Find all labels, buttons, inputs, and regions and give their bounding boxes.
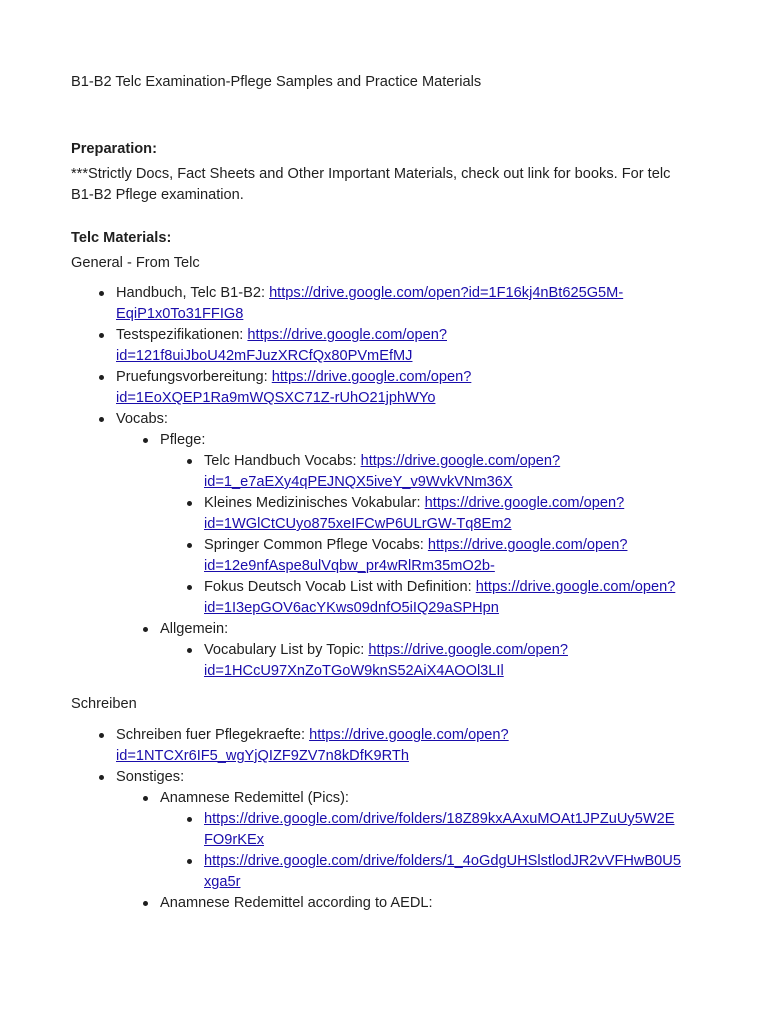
list-item-vocabs [71,409,711,430]
preparation-heading: Preparation: [71,141,157,157]
document-title: B1-B2 Telc Examination-Pflege Samples and Practice Materials [71,74,482,90]
schreiben-list [71,725,711,914]
list-item-label: Pruefungsvorbereitung: [116,369,272,385]
list-item-label: Kleines Medizinisches Vokabular: [204,495,425,511]
list-item [71,451,711,493]
list-item-label: Handbuch, Telc B1-B2: [116,285,270,301]
list-item [71,725,711,767]
preparation-text-line2: B1-B2 Pflege examination. [71,187,244,203]
list-item-label: Schreiben fuer Pflegekraefte: [116,727,310,743]
telc-materials-heading: Telc Materials: [71,230,172,246]
fokus-deutsch-vocab-link[interactable]: https://drive.google.com/open? id=1I3epGOV6acYKws09dnfO5iIQ29aSPHpn [204,579,676,616]
testspezifikationen-link[interactable]: https://drive.google.com/open? id=121f8uiJboU42mFJuzXRCfQx80PVmEfMJ [116,327,447,364]
telc-materials-list [71,283,711,682]
anamnese-pics-folder-link-2[interactable]: https://drive.google.com/drive/folders/1_4oGdgUHSlstlodJR2vVFHwB0U5 xga5r [204,853,681,890]
list-item [71,809,711,851]
list-item [71,577,711,619]
springer-pflege-vocabs-link[interactable]: https://drive.google.com/open? id=12e9nfAspe8ulVqbw_pr4wRlRm35mO2b- [204,537,628,574]
list-item [71,283,711,325]
list-item-anamnese-aedl: Anamnese Redemittel according to AEDL: [71,893,711,914]
kleines-medizinisches-vokabular-link[interactable]: https://drive.google.com/open? id=1WGlCtCUyo875xeIFCwP6ULrGW-Tq8Em2 [204,495,625,532]
list-item-pflege: Pflege: [71,430,711,451]
schreiben-fuer-pflegekraefte-link[interactable]: https://drive.google.com/open? id=1NTCXr6IF5_wgYjQIZF9ZV7n8kDfK9RTh [116,727,509,764]
list-item [71,640,711,682]
list-item-label: Vocabulary List by Topic: [204,642,369,658]
preparation-text-line1: ***Strictly Docs, Fact Sheets and Other Important Materials, check out link for books. For telc [71,166,671,182]
list-item [71,851,711,893]
list-item [71,325,711,367]
telc-handbuch-vocabs-link[interactable]: https://drive.google.com/open? id=1_e7aEXy4qPEJNQX5iveY_v9WvkVNm36X [204,453,561,490]
list-item-label: Telc Handbuch Vocabs: [204,453,361,469]
list-item-allgemein: Allgemein: [71,619,711,640]
list-item-anamnese-pics: Anamnese Redemittel (Pics): [71,788,711,809]
list-item-label: Testspezifikationen: [116,327,248,343]
pruefungsvorbereitung-link[interactable]: https://drive.google.com/open? id=1EoXQEP1Ra9mWQSXC71Z-rUhO21jphWYo [116,369,472,406]
schreiben-heading: Schreiben [71,696,137,712]
list-item-label: Vocabs: [116,411,168,427]
list-item-label: Springer Common Pflege Vocabs: [204,537,428,553]
list-item [71,493,711,535]
list-item [71,535,711,577]
anamnese-pics-folder-link-1[interactable]: https://drive.google.com/drive/folders/18Z89kxAAxuMOAt1JPZuUy5W2E FO9rKEx [204,811,675,848]
handbuch-link[interactable]: https://drive.google.com/open?id=1F16kj4nBt625G5M- EqiP1x0To31FFIG8 [116,285,624,322]
list-item [71,367,711,409]
general-from-telc-subheading: General - From Telc [71,255,200,271]
list-item-label: Fokus Deutsch Vocab List with Definition: [204,579,476,595]
vocabulary-list-by-topic-link[interactable]: https://drive.google.com/open? id=1HCcU97XnZoTGoW9knS52AiX4AOOl3LIl [204,642,568,679]
list-item-sonstiges: Sonstiges: [71,767,711,788]
